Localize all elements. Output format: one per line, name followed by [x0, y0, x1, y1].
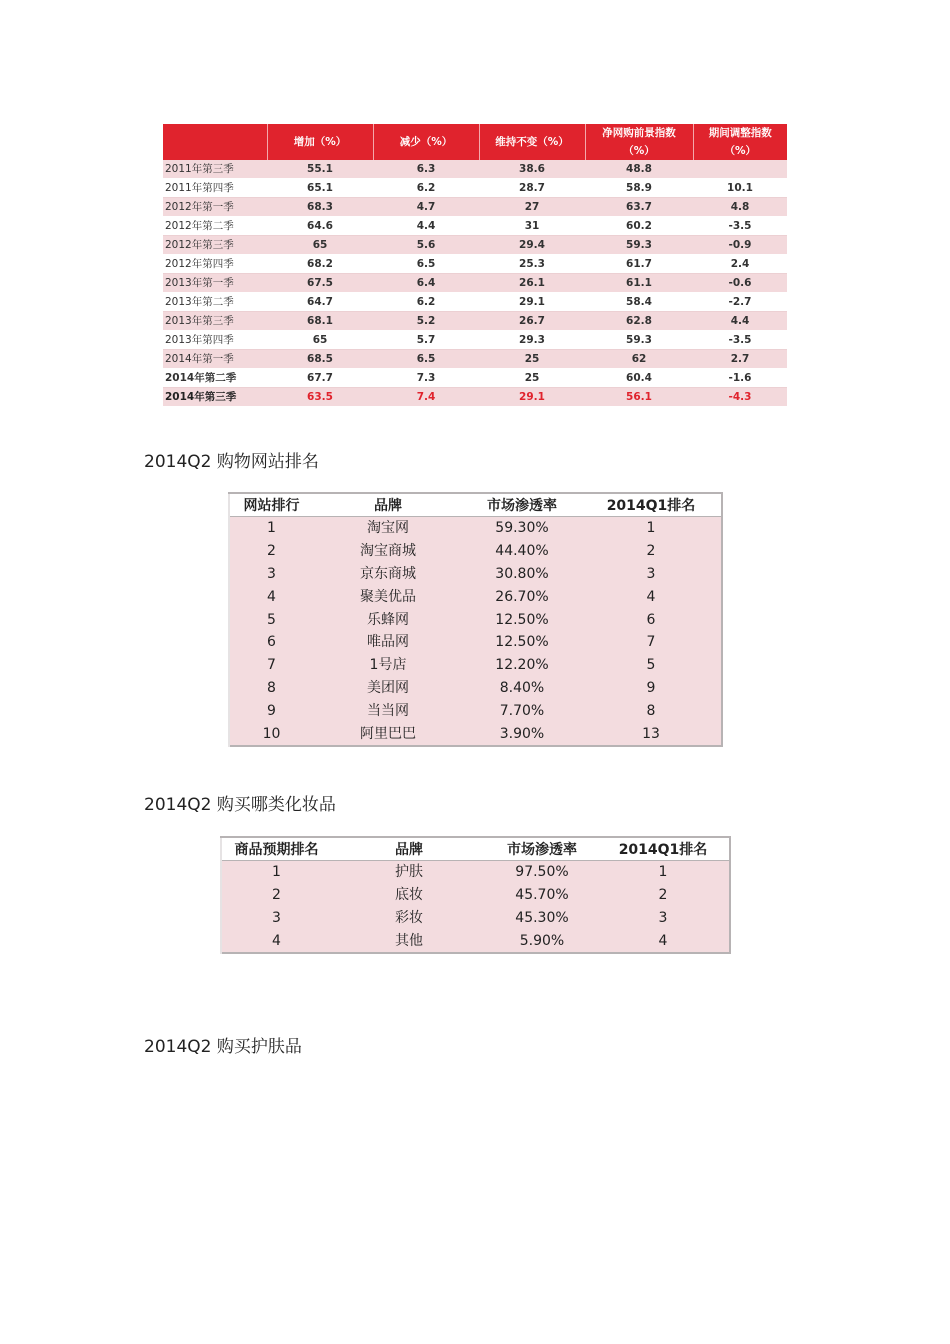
table-cell: 59.3	[585, 236, 693, 255]
table-cell: 彩妆	[395, 909, 423, 926]
table-cell: 97.50%	[515, 864, 569, 881]
table-cell: 2	[229, 540, 313, 563]
table-cell: 淘宝商城	[360, 543, 416, 560]
shopping-site-ranking-table	[228, 492, 723, 747]
table-cell: 2013年第三季	[163, 312, 267, 331]
table-cell: 护肤	[395, 864, 423, 881]
table-cell: 2011年第三季	[163, 160, 267, 179]
table-cell: 2013年第二季	[163, 293, 267, 312]
table-cell: 8	[229, 677, 313, 700]
table-cell: 2011年第四季	[163, 179, 267, 198]
table-cell: 5.2	[373, 312, 479, 331]
table-cell: 2014年第三季	[163, 388, 267, 407]
table-row	[221, 861, 730, 884]
table-cell: 27	[479, 198, 585, 217]
table-row	[229, 563, 722, 586]
table-cell: 44.40%	[495, 543, 549, 560]
table-cell: 12.50%	[495, 634, 549, 651]
table-cell: 2012年第四季	[163, 255, 267, 274]
table-header-row	[229, 493, 722, 517]
table-header-row	[221, 837, 730, 861]
table-cell: 63.7	[585, 198, 693, 217]
table-cell: 25	[479, 369, 585, 388]
table-cell: 1号店	[369, 657, 407, 674]
table-row	[229, 677, 722, 700]
column-header: 减少（%）	[373, 124, 479, 160]
table-row	[221, 929, 730, 953]
table-cell: 6.4	[373, 274, 479, 293]
table-row	[163, 293, 787, 312]
table-cell: 2	[597, 884, 730, 907]
table-cell: 7.3	[373, 369, 479, 388]
table-cell: 67.5	[267, 274, 373, 293]
table-cell: 阿里巴巴	[360, 725, 416, 742]
table-cell: 3	[597, 907, 730, 930]
table-cell: 56.1	[585, 388, 693, 407]
table-cell: -0.9	[693, 236, 787, 255]
table-cell: 12.20%	[495, 657, 549, 674]
table-row	[163, 198, 787, 217]
table-cell: 60.2	[585, 217, 693, 236]
table-cell: 9	[229, 699, 313, 722]
table-row	[163, 217, 787, 236]
table-row	[163, 312, 787, 331]
table-cell: 61.1	[585, 274, 693, 293]
table-cell: -2.7	[693, 293, 787, 312]
table-cell: 31	[479, 217, 585, 236]
table-cell: 58.9	[585, 179, 693, 198]
table-cell: 10	[229, 722, 313, 746]
table-cell: -3.5	[693, 217, 787, 236]
table-cell: 4	[581, 585, 722, 608]
table-cell: 64.6	[267, 217, 373, 236]
table-cell: 5.6	[373, 236, 479, 255]
table-row	[229, 517, 722, 540]
table-cell: 45.30%	[515, 909, 569, 926]
table-cell: 7.4	[373, 388, 479, 407]
column-header: 商品预期排名	[221, 837, 331, 861]
table-row	[229, 585, 722, 608]
table-cell: 6.5	[373, 255, 479, 274]
table-cell: 63.5	[267, 388, 373, 407]
table-cell: -1.6	[693, 369, 787, 388]
table-cell: 4	[221, 929, 331, 953]
table-cell: 26.1	[479, 274, 585, 293]
table-cell: 2	[221, 884, 331, 907]
table-cell: 10.1	[693, 179, 787, 198]
table-cell: 25	[479, 350, 585, 369]
table-cell: 3.90%	[499, 725, 545, 742]
table-cell: 1	[581, 517, 722, 540]
column-header: 品牌	[313, 493, 463, 517]
table-cell: 2014年第一季	[163, 350, 267, 369]
table-cell: 2012年第二季	[163, 217, 267, 236]
table-cell: 67.7	[267, 369, 373, 388]
table-cell: 59.30%	[495, 520, 549, 537]
table-cell: 25.3	[479, 255, 585, 274]
column-header: 净网购前景指数 （%）	[585, 124, 693, 160]
table-cell: 当当网	[367, 702, 409, 719]
online-shopping-index-table	[163, 124, 787, 407]
table-row	[163, 369, 787, 388]
table-cell: 30.80%	[495, 565, 549, 582]
table-cell: 5.7	[373, 331, 479, 350]
table-body	[221, 861, 730, 954]
section-heading-skincare: 2014Q2 购买护肤品	[144, 1037, 302, 1057]
table-cell: 京东商城	[360, 565, 416, 582]
table-cell: 62	[585, 350, 693, 369]
table-row	[229, 699, 722, 722]
table-cell: 68.2	[267, 255, 373, 274]
table-row	[163, 255, 787, 274]
table-cell: 64.7	[267, 293, 373, 312]
table-cell: 68.3	[267, 198, 373, 217]
column-header: 市场渗透率	[463, 493, 581, 517]
table-cell: 3	[229, 563, 313, 586]
table-cell: 68.5	[267, 350, 373, 369]
cosmetics-category-table	[220, 836, 731, 954]
table-row	[229, 608, 722, 631]
table-cell: 6	[581, 608, 722, 631]
table-row	[221, 907, 730, 930]
table-row	[163, 179, 787, 198]
table-cell: 2.4	[693, 255, 787, 274]
table-cell: 13	[581, 722, 722, 746]
column-header: 期间调整指数 （%）	[693, 124, 787, 160]
table-row	[163, 350, 787, 369]
section-heading-cosmetics-category: 2014Q2 购买哪类化妆品	[144, 795, 336, 815]
table-cell: 乐蜂网	[367, 611, 409, 628]
table-cell: 2012年第三季	[163, 236, 267, 255]
table-row	[229, 631, 722, 654]
table-cell: 7	[229, 654, 313, 677]
table-cell: 58.4	[585, 293, 693, 312]
table-cell: 3	[581, 563, 722, 586]
table-cell: 65	[267, 331, 373, 350]
table-cell: 60.4	[585, 369, 693, 388]
table-row	[221, 884, 730, 907]
table-cell: 26.7	[479, 312, 585, 331]
table-row	[163, 331, 787, 350]
table-cell: 聚美优品	[360, 588, 416, 605]
column-header: 增加（%）	[267, 124, 373, 160]
table-cell: -3.5	[693, 331, 787, 350]
table-cell: 2.7	[693, 350, 787, 369]
table-cell: 29.4	[479, 236, 585, 255]
table-cell: 4.4	[693, 312, 787, 331]
table-cell: 12.50%	[495, 611, 549, 628]
table-cell: 26.70%	[495, 588, 549, 605]
table-row	[163, 274, 787, 293]
table-cell: 3	[221, 907, 331, 930]
table-cell: 4.8	[693, 198, 787, 217]
table-cell: 7.70%	[499, 702, 545, 719]
table-cell: 2	[581, 540, 722, 563]
table-cell: 8.40%	[499, 679, 545, 696]
table-cell: 59.3	[585, 331, 693, 350]
table-cell: 62.8	[585, 312, 693, 331]
table-cell: 4	[597, 929, 730, 953]
column-header: 2014Q1排名	[597, 837, 730, 861]
table-cell: 45.70%	[515, 887, 569, 904]
table-cell: 6	[229, 631, 313, 654]
table-cell	[693, 160, 787, 179]
table-row	[229, 722, 722, 746]
table-cell: 55.1	[267, 160, 373, 179]
table-cell: 底妆	[395, 887, 423, 904]
table-row	[229, 654, 722, 677]
table-cell: 38.6	[479, 160, 585, 179]
table-cell: 美团网	[367, 679, 409, 696]
table-cell: 29.3	[479, 331, 585, 350]
table-cell: 65.1	[267, 179, 373, 198]
table-header-row	[163, 124, 787, 160]
table-cell: 68.1	[267, 312, 373, 331]
table-cell: 其他	[395, 932, 423, 949]
table-cell: 6.2	[373, 293, 479, 312]
table-cell: 29.1	[479, 293, 585, 312]
table-cell: 9	[581, 677, 722, 700]
table-cell: 29.1	[479, 388, 585, 407]
table-cell: 2013年第一季	[163, 274, 267, 293]
table-cell: 5	[229, 608, 313, 631]
table-cell: 1	[597, 861, 730, 884]
table-row	[163, 160, 787, 179]
table-cell: 28.7	[479, 179, 585, 198]
column-header: 网站排行	[229, 493, 313, 517]
column-header: 市场渗透率	[487, 837, 597, 861]
table-row	[163, 236, 787, 255]
table-cell: 5.90%	[519, 932, 565, 949]
column-header	[163, 124, 267, 160]
table-cell: 2014年第二季	[163, 369, 267, 388]
table-cell: 61.7	[585, 255, 693, 274]
table-cell: 淘宝网	[367, 520, 409, 537]
table-body	[229, 517, 722, 746]
table-cell: 1	[221, 861, 331, 884]
table-cell: 7	[581, 631, 722, 654]
table-cell: 4	[229, 585, 313, 608]
table-cell: 4.7	[373, 198, 479, 217]
table-cell: 6.2	[373, 179, 479, 198]
table-cell: 6.3	[373, 160, 479, 179]
table-cell: 5	[581, 654, 722, 677]
table-cell: 2012年第一季	[163, 198, 267, 217]
table-cell: 8	[581, 699, 722, 722]
table-cell: 6.5	[373, 350, 479, 369]
table-cell: 65	[267, 236, 373, 255]
table-cell: 1	[229, 517, 313, 540]
table-cell: -0.6	[693, 274, 787, 293]
table-cell: 48.8	[585, 160, 693, 179]
table-cell: 唯品网	[367, 634, 409, 651]
table-row	[163, 388, 787, 407]
table-cell: 4.4	[373, 217, 479, 236]
column-header: 品牌	[331, 837, 487, 861]
table-cell: -4.3	[693, 388, 787, 407]
column-header: 维持不变（%）	[479, 124, 585, 160]
table-cell: 2013年第四季	[163, 331, 267, 350]
section-heading-shopping-sites: 2014Q2 购物网站排名	[144, 452, 319, 472]
table-body	[163, 160, 787, 407]
table-row	[229, 540, 722, 563]
column-header: 2014Q1排名	[581, 493, 722, 517]
